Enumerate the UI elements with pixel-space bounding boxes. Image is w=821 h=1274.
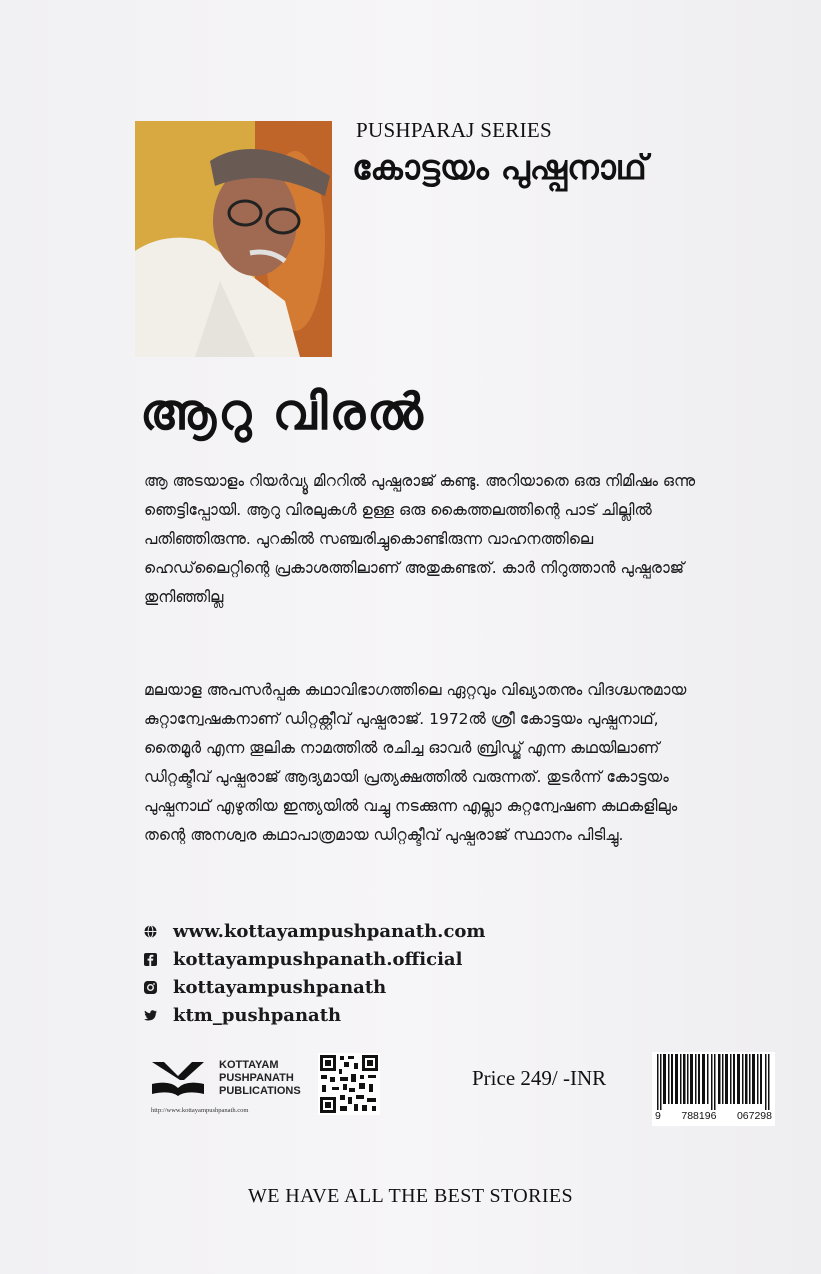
isbn-digits-left: 788196 — [681, 1110, 717, 1122]
isbn-number — [652, 1110, 775, 1122]
isbn-barcode — [652, 1052, 775, 1126]
contact-website[interactable] — [144, 917, 485, 945]
twitter-icon — [144, 1009, 157, 1022]
contact-instagram[interactable] — [144, 973, 485, 1001]
tagline: WE HAVE ALL THE BEST STORIES — [247, 1185, 574, 1207]
twitter-link[interactable]: ktm_pushpanath — [173, 1004, 342, 1026]
instagram-icon — [144, 981, 157, 994]
facebook-icon — [144, 953, 157, 966]
author-name: കോട്ടയം പുഷ്പനാഥ് — [352, 148, 647, 188]
qr-code — [318, 1053, 380, 1115]
isbn-digits-right: 067298 — [736, 1110, 772, 1122]
isbn-digit-prefix: 9 — [655, 1110, 661, 1122]
contact-twitter[interactable] — [144, 1001, 485, 1029]
facebook-link[interactable]: kottayampushpanath.official — [173, 948, 463, 970]
globe-icon — [144, 925, 157, 938]
blurb-paragraph-2: മലയാള അപസർപ്പക കഥാവിഭാഗത്തിലെ ഏറ്റവും വിഖ്യാതനും വിദഗ്ദ്ധനുമായ കുറ്റാന്വേഷകനാണ് ഡിറ്റക്റ്റീവ് പുഷ്പരാജ്. 1972ൽ ശ്രീ കോട്ടയം പുഷ്പനാഥ്, തൈമൂർ എന്ന തൂലിക നാമത്തിൽ രചിച്ച ഓവർ ബ്രിഡ്ജ് എന്ന കഥയിലാണ് ഡിറ്റക്ടീവ് പുഷ്പരാജ് ആദ്യമായി പ്രത്യക്ഷത്തിൽ വരുന്നത്. തുടർന്ന് കോട്ടയം പുഷ്പനാഥ് എഴുതിയ ഇന്ത്യയിൽ വച്ചു നടക്കുന്ന എല്ലാ കുറ്റന്വേഷണ കഥകളിലും തന്റെ അനശ്വര കഥാപാത്രമായ ഡിറ്റക്ടീവ് പുഷ്പരാജ് സ്ഥാനം പിടിച്ചു. — [144, 681, 687, 844]
instagram-link[interactable]: kottayampushpanath — [173, 976, 387, 998]
website-link[interactable]: www.kottayampushpanath.com — [173, 920, 486, 942]
blurb-paragraph-1: ആ അടയാളം റിയർവ്യൂ മിററിൽ പുഷ്പരാജ് കണ്ടു. അറിയാതെ ഒരു നിമിഷം ഒന്നു ഞെട്ടിപ്പോയി. ആറു വിരലുകൾ ഉള്ള ഒരു കൈത്തലത്തിന്റെ പാട് ചില്ലിൽ പതിഞ്ഞിരുന്നു. പുറകിൽ സഞ്ചരിച്ചുകൊണ്ടിരുന്ന വാഹനത്തിലെ ഹെഡ്‌ലൈറ്റിന്റെ പ്രകാശത്തിലാണ് അതുകണ്ടത്. കാർ നിറുത്താൻ പുഷ്പരാജ് തുനിഞ്ഞില്ല — [144, 472, 696, 606]
series-label: PUSHPARAJ SERIES — [356, 118, 553, 142]
barcode-bars — [654, 1054, 773, 1110]
book-title: ആറു വിരൽ — [140, 383, 425, 441]
contact-facebook[interactable] — [144, 945, 485, 973]
contact-list — [144, 917, 485, 1029]
price-label: Price 249/ -INR — [472, 1066, 607, 1090]
publisher-url: http://www.kottayampushpanath.com — [151, 1107, 249, 1114]
publisher-logo — [150, 1058, 206, 1098]
author-photo — [135, 121, 332, 357]
publisher-name: KOTTAYAM PUSHPANATH PUBLICATIONS — [219, 1059, 301, 1097]
